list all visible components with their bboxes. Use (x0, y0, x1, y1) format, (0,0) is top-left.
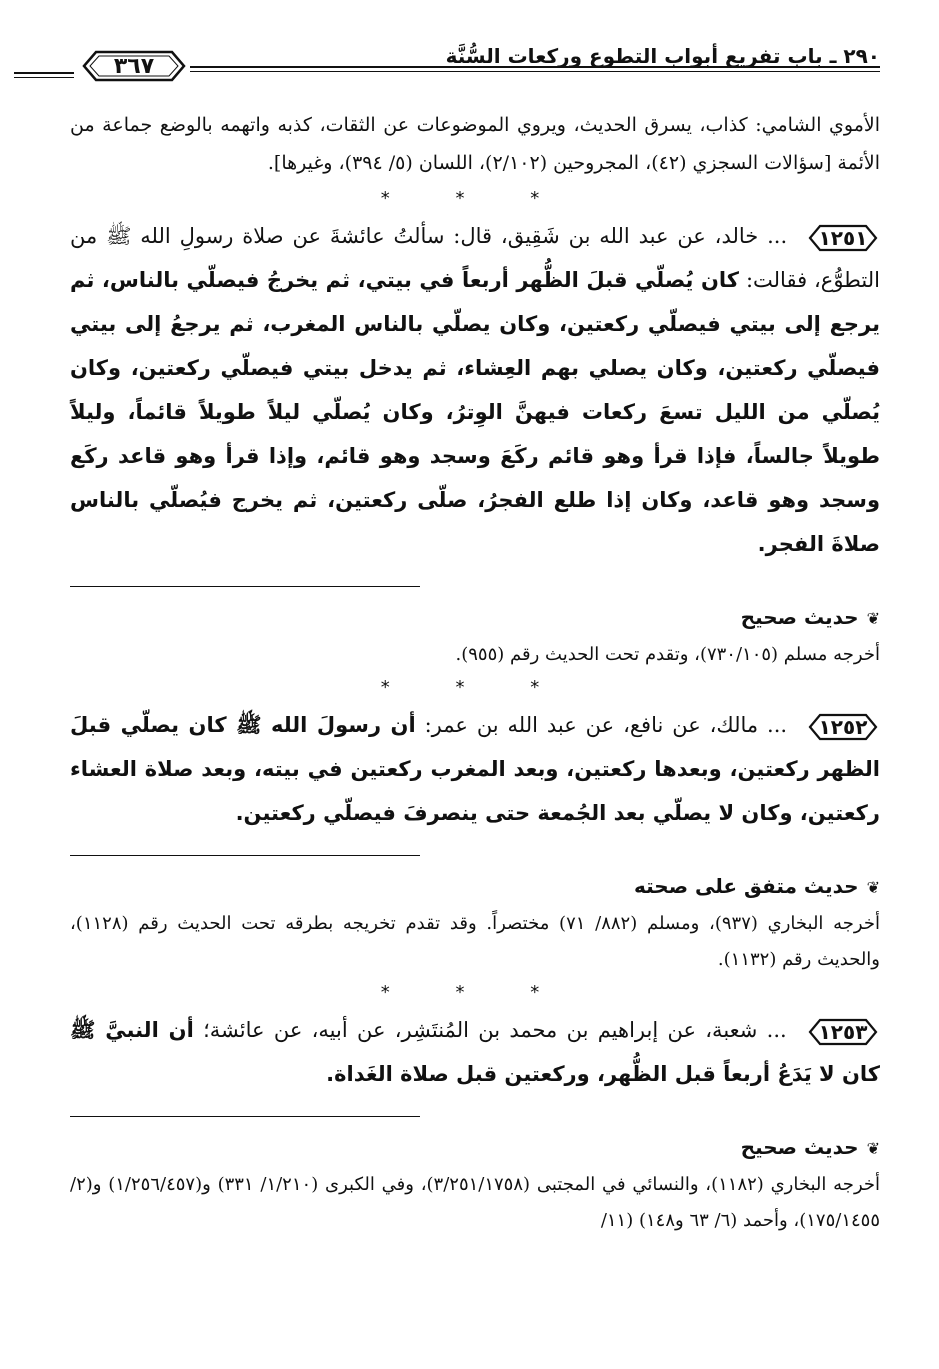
book-icon: ❦ (866, 609, 880, 628)
header-rule (190, 66, 880, 72)
hadith-1253 (70, 1008, 880, 1239)
grade-label: حديث صحيح (740, 605, 859, 629)
hadith-number-badge (806, 712, 880, 742)
section-divider-stars: * * * (380, 188, 570, 209)
hadith-text: أن النبيَّ ﷺ كان لا يَدَعُ أربعاً قبل الظُّهر، وركعتين قبل صلاة الغَداة. (70, 1018, 880, 1086)
hadith-body (70, 703, 880, 835)
footnote-separator (70, 855, 420, 856)
hadith-text: كان يُصلّي قبلَ الظُّهر أربعاً في بيتي، ثم يخرجُ فيصلّي بالناس، ثم يرجع إلى بيتي فيصلّي ركعتين، وكان يصلّي بالناس المغرب، ثم يرجعُ إلى بيتي فيصلّي ركعتين، وكان يصلي بهم العِشاء، ثم يدخل بيتي فيصلّي ركعتين، وكان يُصلّي من الليل تسعَ ركعات فيهنَّ الوِترُ، وكان يُصلّي ليلاً طويلاً قائماً، وليلاً طويلاً جالساً، فإذا قرأ وهو قائم ركَعَ وسجد وهو قائم، وإذا قرأ وهو قاعد ركَع وسجد وهو قاعد، وكان إذا طلع الفجرُ، صلّى ركعتين، ثم يخرج فيُصلّي بالناس صلاةَ الفجر. (70, 268, 880, 556)
hadith-number: ١٢٥١ (818, 225, 868, 250)
hadith-source: أخرجه البخاري (١١٨٢)، والنسائي في المجتبى (٣/٢٥١/١٧٥٨)، وفي الكبرى (١/٢١٠/ ٣٣١) و(١/٢٥٦/٤٥٧) و(٢/ ١٧٥/١٤٥٥)، وأحمد (٦/ ٦٣ و١٤٨) (١١/ (70, 1174, 880, 1231)
hadith-grade (70, 599, 880, 637)
hadith-body (70, 1008, 880, 1096)
page-number-badge (74, 48, 194, 84)
hadith-chain: ... مالك، عن نافع، عن عبد الله بن عمر: (424, 713, 788, 737)
hadith-source: أخرجه مسلم (٧٣٠/١٠٥)، وتقدم تحت الحديث رقم (٩٥٥). (455, 644, 880, 665)
footnote-separator (70, 1116, 420, 1117)
hadith-1251 (70, 214, 880, 673)
grade-label: حديث متفق على صحته (633, 874, 859, 898)
hadith-number: ١٢٥٣ (818, 1019, 868, 1044)
header-rule-left (14, 72, 74, 78)
grade-label: حديث صحيح (740, 1135, 859, 1159)
intro-paragraph: الأموي الشامي: كذاب، يسرق الحديث، ويروي الموضوعات عن الثقات، كذبه واتهمه بالوضع جماعة من الأئمة [سؤالات السجزي (٤٢)، المجروحين (٢/١٠٢)، اللسان (٥/ ٣٩٤)، وغيرها]. (70, 114, 880, 174)
hadith-1252 (70, 703, 880, 978)
page (70, 40, 880, 1239)
book-icon: ❦ (866, 878, 880, 897)
footnote-separator (70, 586, 420, 587)
hadith-text: أن رسولَ الله ﷺ كان يصلّي قبلَ الظهر ركعتين، وبعدها ركعتين، وبعد المغرب ركعتين في بيته، وبعد صلاة العشاء ركعتين، وكان لا يصلّي بعد الجُمعة حتى ينصرفَ فيصلّي ركعتين. (70, 713, 880, 825)
hadith-number: ١٢٥٢ (818, 714, 868, 739)
section-divider-stars: * * * (380, 677, 570, 698)
book-icon: ❦ (866, 1139, 880, 1158)
hadith-chain: ... خالد، عن عبد الله بن شَقِيق، قال: سألتُ عائشةَ عن صلاة رسولِ الله ﷺ من التطوُّع، فقالت: (70, 224, 880, 292)
hadith-grade (70, 868, 880, 906)
hadith-grade (70, 1129, 880, 1167)
hadith-body (70, 214, 880, 566)
page-header (70, 40, 880, 106)
hadith-number-badge (806, 1017, 880, 1047)
hadith-number-badge (806, 223, 880, 253)
section-divider-stars: * * * (380, 982, 570, 1003)
hadith-chain: ... شعبة، عن إبراهيم بن محمد بن المُنتَشِر، عن أبيه، عن عائشة؛ (203, 1018, 787, 1042)
chapter-title: ٢٩٠ ـ باب تفريع أبواب التطوع وركعات السُّنَّة (445, 44, 880, 68)
hadith-source: أخرجه البخاري (٩٣٧)، ومسلم (٨٨٢/ ٧١) مختصراً. وقد تقدم تخريجه بطرقه تحت الحديث رقم (١١٢٨)، والحديث رقم (١١٣٢). (70, 913, 880, 970)
page-number: ٣٦٧ (113, 53, 155, 79)
